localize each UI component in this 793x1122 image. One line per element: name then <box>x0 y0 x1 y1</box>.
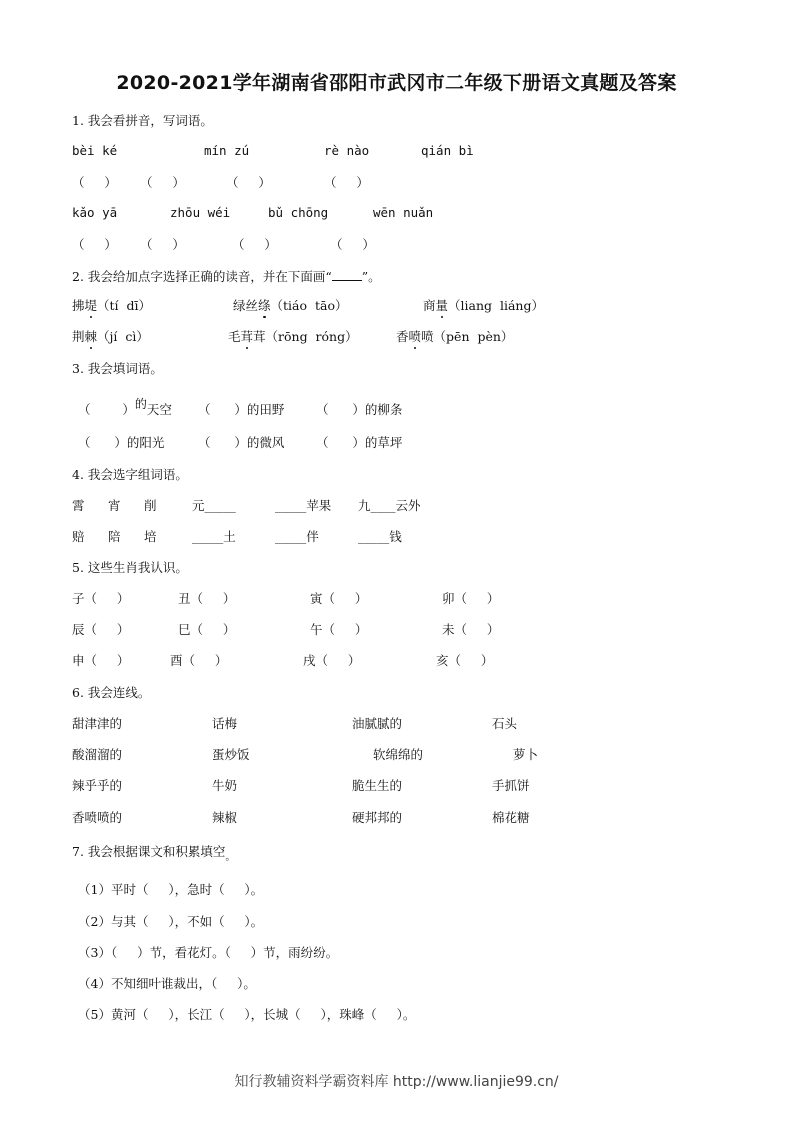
answer-blank: （ ） <box>72 175 117 190</box>
match-item: 脆生生的 <box>352 778 403 793</box>
fill-line: （4）不知细叶谁裁出，（ ）。 <box>78 976 256 991</box>
zodiac-item: 亥（ ） <box>436 653 494 668</box>
question-2-heading: 2. 我会给加点字选择正确的读音，并在下面画“ ”。 <box>72 269 381 284</box>
reading-item: 拂堤（tí dī） <box>72 298 151 313</box>
word-blank: _____伴 <box>275 529 319 544</box>
zodiac-item: 丑（ ） <box>178 591 236 606</box>
question-1-heading: 1. 我会看拼音，写词语。 <box>72 113 213 128</box>
pinyin-4: qián bì <box>421 143 474 158</box>
match-item: 话梅 <box>212 716 238 731</box>
zodiac-item: 酉（ ） <box>170 653 228 668</box>
pinyin-8: wēn nuǎn <box>373 205 434 220</box>
word-blank: _____钱 <box>358 529 402 544</box>
match-item: 软绵绵的 <box>373 747 424 762</box>
answer-blank: （ ） <box>140 237 185 252</box>
reading-item: 香喷喷（pēn pèn） <box>396 329 514 344</box>
zodiac-item: 巳（ ） <box>178 622 236 637</box>
underline-mark <box>332 270 362 281</box>
word-blank: 元_____ <box>192 498 236 513</box>
reading-item: 毛茸茸（rōng róng） <box>228 329 358 344</box>
fill-line: （2）与其（ ），不如（ ）。 <box>78 914 264 929</box>
fill-word: （ ）的柳条 <box>316 402 403 417</box>
reading-item: 绿丝绦（tiáo tāo） <box>233 298 348 313</box>
question-4-heading: 4. 我会选字组词语。 <box>72 467 188 482</box>
zodiac-item: 未（ ） <box>442 622 500 637</box>
zodiac-item: 寅（ ） <box>310 591 368 606</box>
char-option: 培 <box>144 529 157 544</box>
zodiac-item: 午（ ） <box>310 622 368 637</box>
answer-blank: （ ） <box>232 237 277 252</box>
fill-line: （1）平时（ ），急时（ ）。 <box>78 882 264 897</box>
char-option: 削 <box>144 498 157 513</box>
char-option: 赔 <box>72 529 85 544</box>
char-option: 宵 <box>108 498 121 513</box>
answer-blank: （ ） <box>324 175 369 190</box>
word-blank: _____土 <box>192 529 236 544</box>
fill-line: （3）（ ）节，看花灯。（ ）节，雨纷纷。 <box>78 945 339 960</box>
pinyin-3: rè nào <box>324 143 370 158</box>
zodiac-item: 子（ ） <box>72 591 130 606</box>
fill-word: （ ）的草坪 <box>316 435 403 450</box>
fill-word: （ ）的田野 <box>198 402 285 417</box>
char-option: 霄 <box>72 498 85 513</box>
page-title: 2020-2021学年湖南省邵阳市武冈市二年级下册语文真题及答案 <box>116 72 677 94</box>
question-6-heading: 6. 我会连线。 <box>72 685 151 700</box>
word-blank: 九____云外 <box>358 498 421 513</box>
zodiac-item: 辰（ ） <box>72 622 130 637</box>
answer-blank: （ ） <box>226 175 271 190</box>
pinyin-1: bèi ké <box>72 143 118 158</box>
pinyin-2: mín zú <box>204 143 250 158</box>
reading-item: 荆棘（jí cì） <box>72 329 149 344</box>
char-option: 陪 <box>108 529 121 544</box>
match-item: 香喷喷的 <box>72 810 123 825</box>
fill-word: （ ）的微风 <box>198 435 285 450</box>
fill-line: （5）黄河（ ），长江（ ），长城（ ），珠峰（ ）。 <box>78 1007 416 1022</box>
match-item: 棉花糖 <box>492 810 530 825</box>
fill-word: （ ）的天空 <box>78 397 172 417</box>
answer-blank: （ ） <box>330 237 375 252</box>
match-item: 甜津津的 <box>72 716 123 731</box>
match-item: 蛋炒饭 <box>212 747 250 762</box>
answer-blank: （ ） <box>140 175 185 190</box>
fill-word: （ ）的阳光 <box>78 435 165 450</box>
match-item: 辣乎乎的 <box>72 778 123 793</box>
word-blank: _____苹果 <box>275 498 332 513</box>
answer-blank: （ ） <box>72 237 117 252</box>
pinyin-6: zhōu wéi <box>170 205 231 220</box>
match-item: 硬邦邦的 <box>352 810 403 825</box>
match-item: 石头 <box>492 716 518 731</box>
pinyin-7: bǔ chōng <box>268 205 329 220</box>
reading-item: 商量（liang liáng） <box>423 298 544 313</box>
question-5-heading: 5. 这些生肖我认识。 <box>72 560 188 575</box>
zodiac-item: 申（ ） <box>72 653 130 668</box>
footer-source: 知行教辅资料学霸资料库 http://www.lianjie99.cn/ <box>234 1074 559 1090</box>
question-7-heading: 7. 我会根据课文和积累填空$_。$ <box>72 844 236 863</box>
match-item: 酸溜溜的 <box>72 747 123 762</box>
match-item: 手抓饼 <box>492 778 530 793</box>
match-item: 牛奶 <box>212 778 238 793</box>
question-3-heading: 3. 我会填词语。 <box>72 361 163 376</box>
zodiac-item: 戌（ ） <box>303 653 361 668</box>
zodiac-item: 卯（ ） <box>442 591 500 606</box>
match-item: 萝卜 <box>513 747 539 762</box>
match-item: 油腻腻的 <box>352 716 403 731</box>
match-item: 辣椒 <box>212 810 238 825</box>
pinyin-5: kǎo yā <box>72 205 118 220</box>
